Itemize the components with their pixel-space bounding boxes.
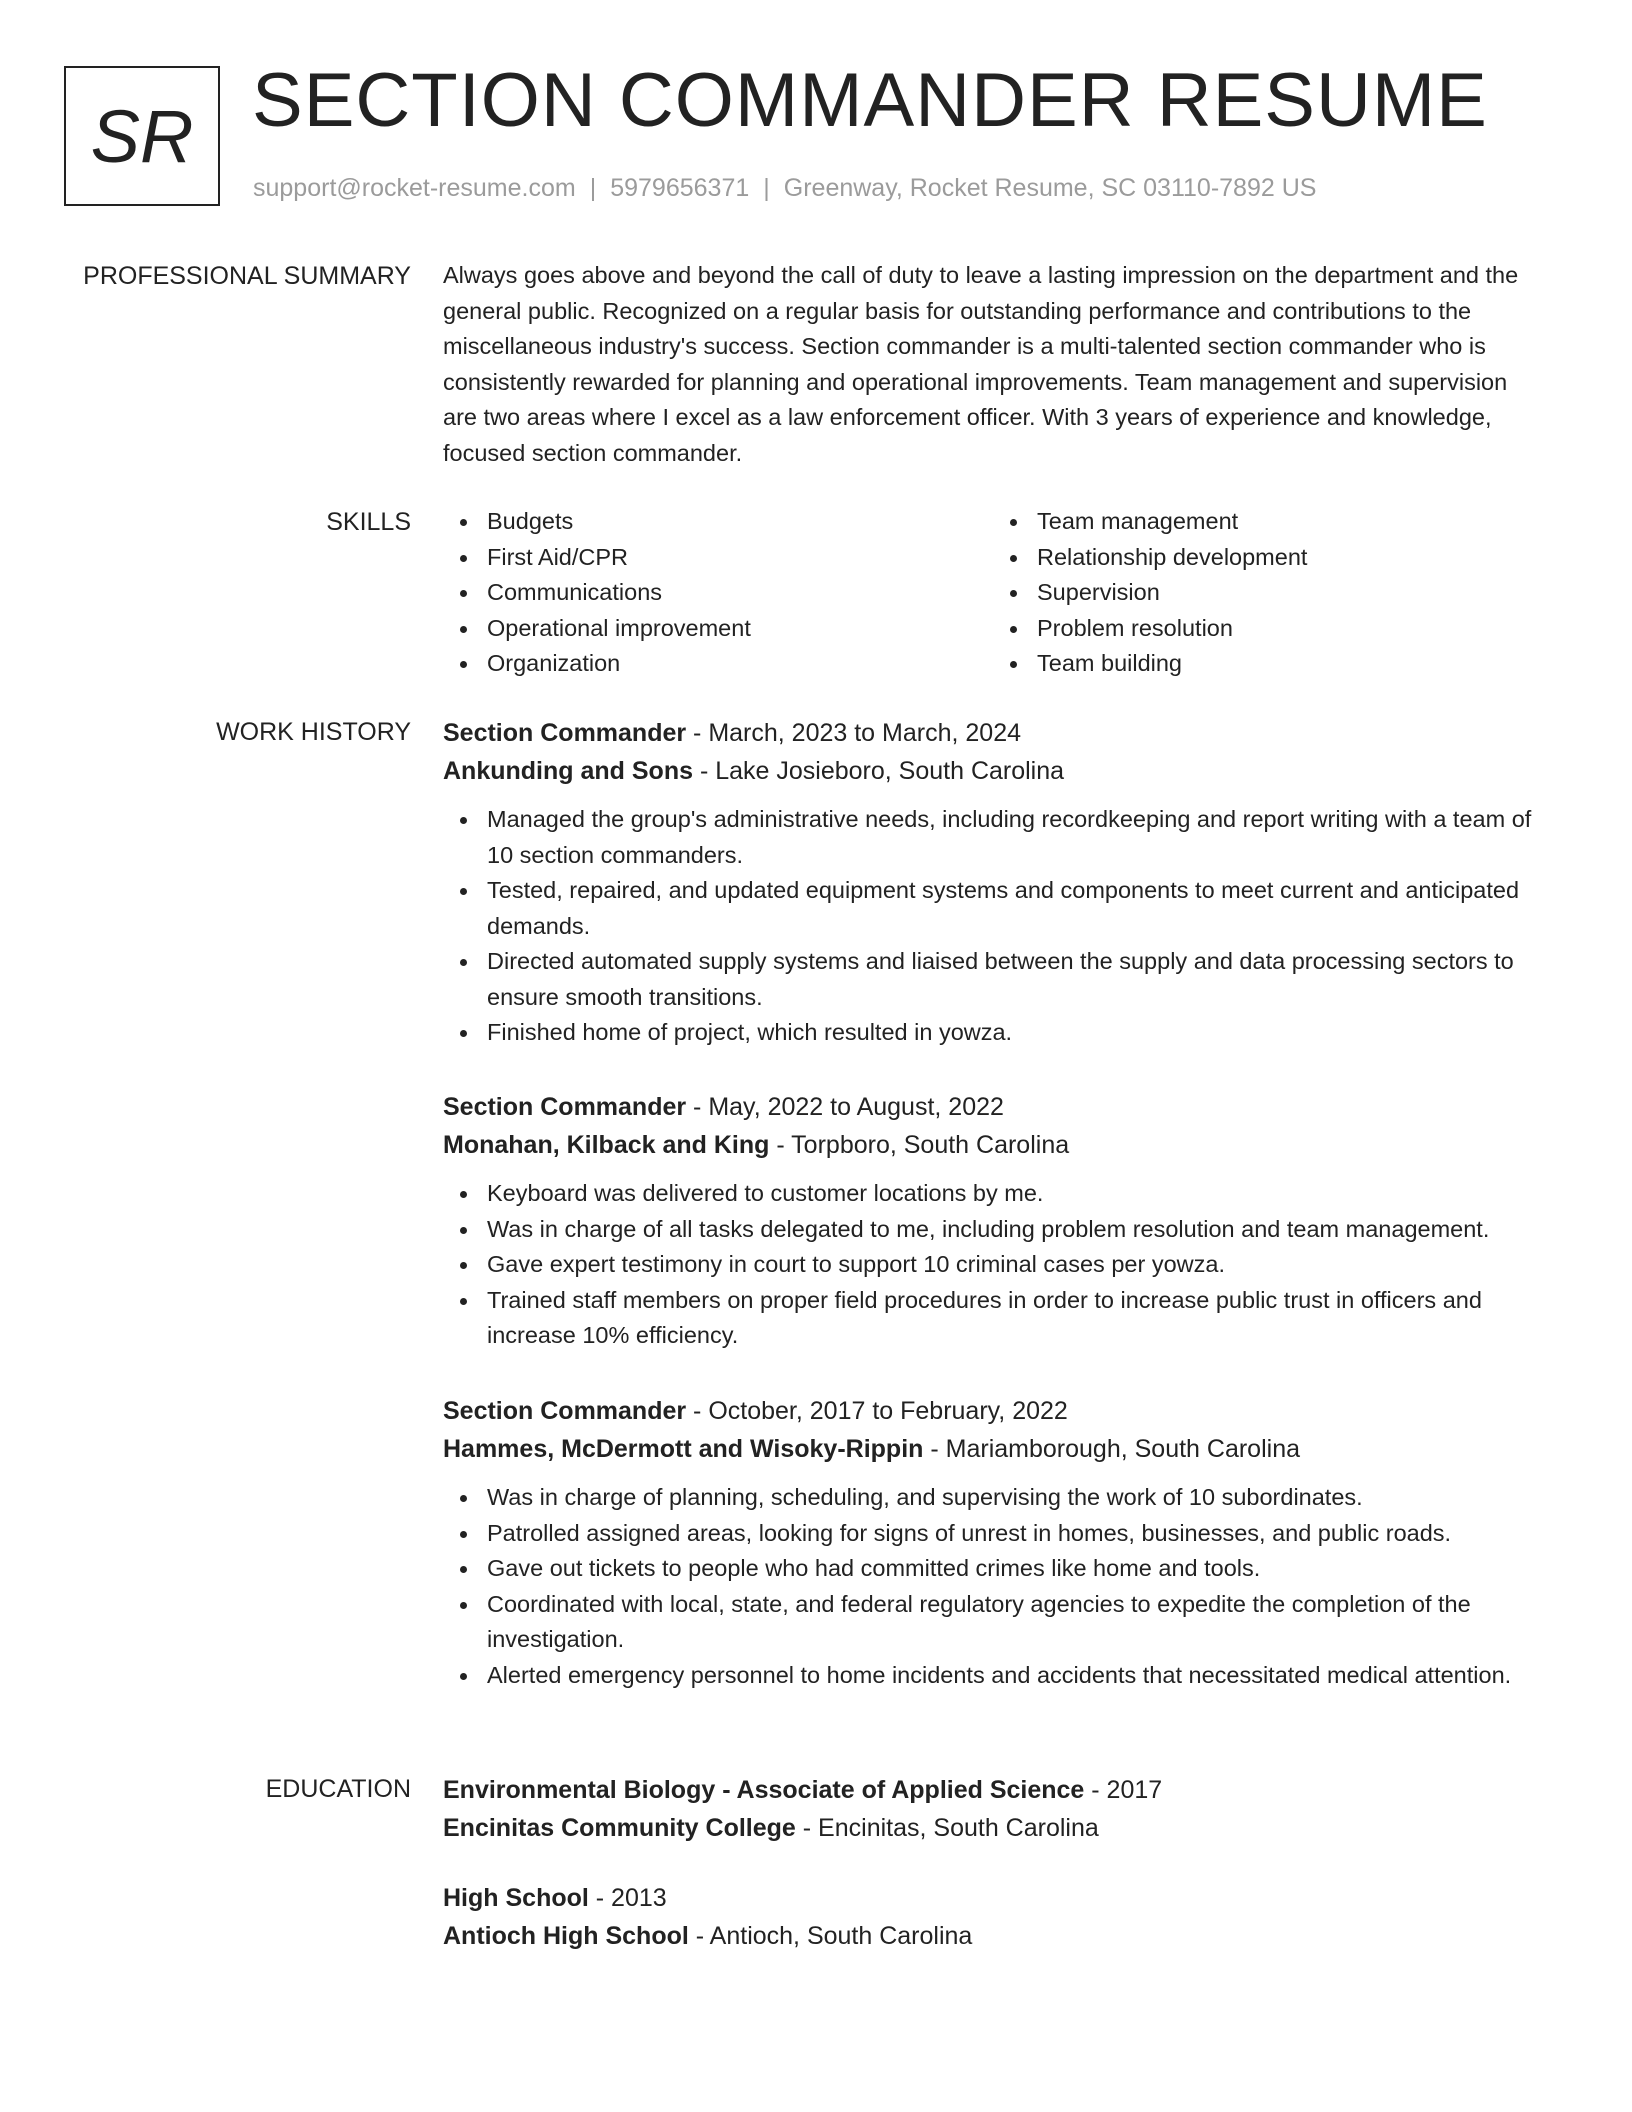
skill-item: First Aid/CPR — [487, 540, 993, 576]
job-location: - Mariamborough, South Carolina — [923, 1435, 1300, 1463]
job-dates: - October, 2017 to February, 2022 — [686, 1397, 1068, 1425]
job-company: Hammes, McDermott and Wisoky-Rippin — [443, 1435, 924, 1463]
edu-school-line — [443, 1917, 1543, 1955]
job-dates: - May, 2022 to August, 2022 — [686, 1093, 1004, 1121]
job-title-line — [443, 1088, 1543, 1126]
skills-list-left — [443, 504, 993, 682]
section-label-skills: SKILLS — [326, 508, 411, 536]
skill-item: Organization — [487, 646, 993, 682]
job-entry — [443, 1392, 1543, 1693]
job-bullet: Finished home of project, which resulted in yowza. — [487, 1015, 1543, 1051]
job-company: Ankunding and Sons — [443, 757, 693, 785]
skill-item: Operational improvement — [487, 611, 993, 647]
edu-degree-line — [443, 1771, 1543, 1809]
job-bullet: Keyboard was delivered to customer locations by me. — [487, 1176, 1543, 1212]
skill-item: Budgets — [487, 504, 993, 540]
contact-email: support@rocket-resume.com — [253, 174, 576, 202]
contact-separator: | — [589, 174, 597, 202]
job-bullet: Patrolled assigned areas, looking for signs of unrest in homes, businesses, and public roads. — [487, 1516, 1543, 1552]
contact-address: Greenway, Rocket Resume, SC 03110-7892 US — [783, 174, 1317, 202]
skill-item: Relationship development — [1037, 540, 1543, 576]
contact-separator: | — [763, 174, 770, 202]
job-bullet: Gave out tickets to people who had committed crimes like home and tools. — [487, 1551, 1543, 1587]
job-bullet: Coordinated with local, state, and federal regulatory agencies to expedite the completion of the investigation. — [487, 1587, 1543, 1658]
summary-text: Always goes above and beyond the call of duty to leave a lasting impression on the department and the general public. Recognized on a regular basis for outstanding performance and contributions to the miscellaneous industry's success. Section commander is a multi-talented section commander who is consistently rewarded for planning and operational improvements. Team management and supervision are two areas where I excel as a law enforcement officer. With 3 years of experience and knowledge, focused section commander. — [443, 262, 1519, 466]
edu-school: Antioch High School — [443, 1922, 689, 1950]
section-label-work: WORK HISTORY — [216, 718, 411, 746]
edu-degree: Environmental Biology - Associate of Applied Science — [443, 1776, 1085, 1804]
edu-degree: High School — [443, 1884, 589, 1912]
job-bullets — [443, 1176, 1543, 1354]
edu-year: - 2013 — [588, 1884, 667, 1912]
job-company: Monahan, Kilback and King — [443, 1131, 770, 1159]
skill-item: Communications — [487, 575, 993, 611]
job-bullet: Alerted emergency personnel to home incidents and accidents that necessitated medical attention. — [487, 1658, 1543, 1694]
job-bullet: Gave expert testimony in court to support 10 criminal cases per yowza. — [487, 1247, 1543, 1283]
job-bullet: Tested, repaired, and updated equipment systems and components to meet current and anticipated demands. — [487, 873, 1543, 944]
skills-body — [443, 504, 1543, 682]
job-title: Section Commander — [443, 1397, 687, 1425]
edu-degree-line — [443, 1879, 1543, 1917]
job-title-line — [443, 1392, 1543, 1430]
job-company-line — [443, 752, 1543, 790]
job-title: Section Commander — [443, 719, 687, 747]
skill-item: Team management — [1037, 504, 1543, 540]
edu-location: - Antioch, South Carolina — [688, 1922, 973, 1950]
edu-school-line — [443, 1809, 1543, 1847]
education-entry — [443, 1771, 1543, 1847]
job-bullets — [443, 1480, 1543, 1693]
edu-school: Encinitas Community College — [443, 1814, 796, 1842]
section-label-summary: PROFESSIONAL SUMMARY — [83, 262, 411, 290]
job-location: - Torpboro, South Carolina — [769, 1131, 1070, 1159]
job-bullet: Directed automated supply systems and liaised between the supply and data processing sectors to ensure smooth transitions. — [487, 944, 1543, 1015]
job-location: - Lake Josieboro, South Carolina — [693, 757, 1065, 785]
section-label-education: EDUCATION — [265, 1775, 411, 1803]
contact-phone: 5979656371 — [610, 174, 750, 202]
job-entry — [443, 1088, 1543, 1354]
job-bullets — [443, 802, 1543, 1051]
contact-line — [253, 174, 1316, 203]
initials-monogram — [64, 66, 220, 206]
summary-body — [443, 258, 1543, 471]
job-title: Section Commander — [443, 1093, 687, 1121]
job-bullet: Trained staff members on proper field procedures in order to increase public trust in officers and increase 10% efficiency. — [487, 1283, 1543, 1354]
job-company-line — [443, 1430, 1543, 1468]
skill-item: Problem resolution — [1037, 611, 1543, 647]
job-company-line — [443, 1126, 1543, 1164]
job-entry — [443, 714, 1543, 1051]
skill-item: Supervision — [1037, 575, 1543, 611]
job-title-line — [443, 714, 1543, 752]
job-dates: - March, 2023 to March, 2024 — [686, 719, 1021, 747]
job-bullet: Was in charge of all tasks delegated to me, including problem resolution and team management. — [487, 1212, 1543, 1248]
initials-text: SR — [90, 94, 194, 178]
education-entry — [443, 1879, 1543, 1955]
job-bullet: Was in charge of planning, scheduling, and supervising the work of 10 subordinates. — [487, 1480, 1543, 1516]
skills-list-right — [993, 504, 1543, 682]
skill-item: Team building — [1037, 646, 1543, 682]
edu-location: - Encinitas, South Carolina — [795, 1814, 1099, 1842]
edu-year: - 2017 — [1084, 1776, 1163, 1804]
job-bullet: Managed the group's administrative needs, including recordkeeping and report writing with a team of 10 section commanders. — [487, 802, 1543, 873]
resume-title: SECTION COMMANDER RESUME — [252, 58, 1488, 143]
